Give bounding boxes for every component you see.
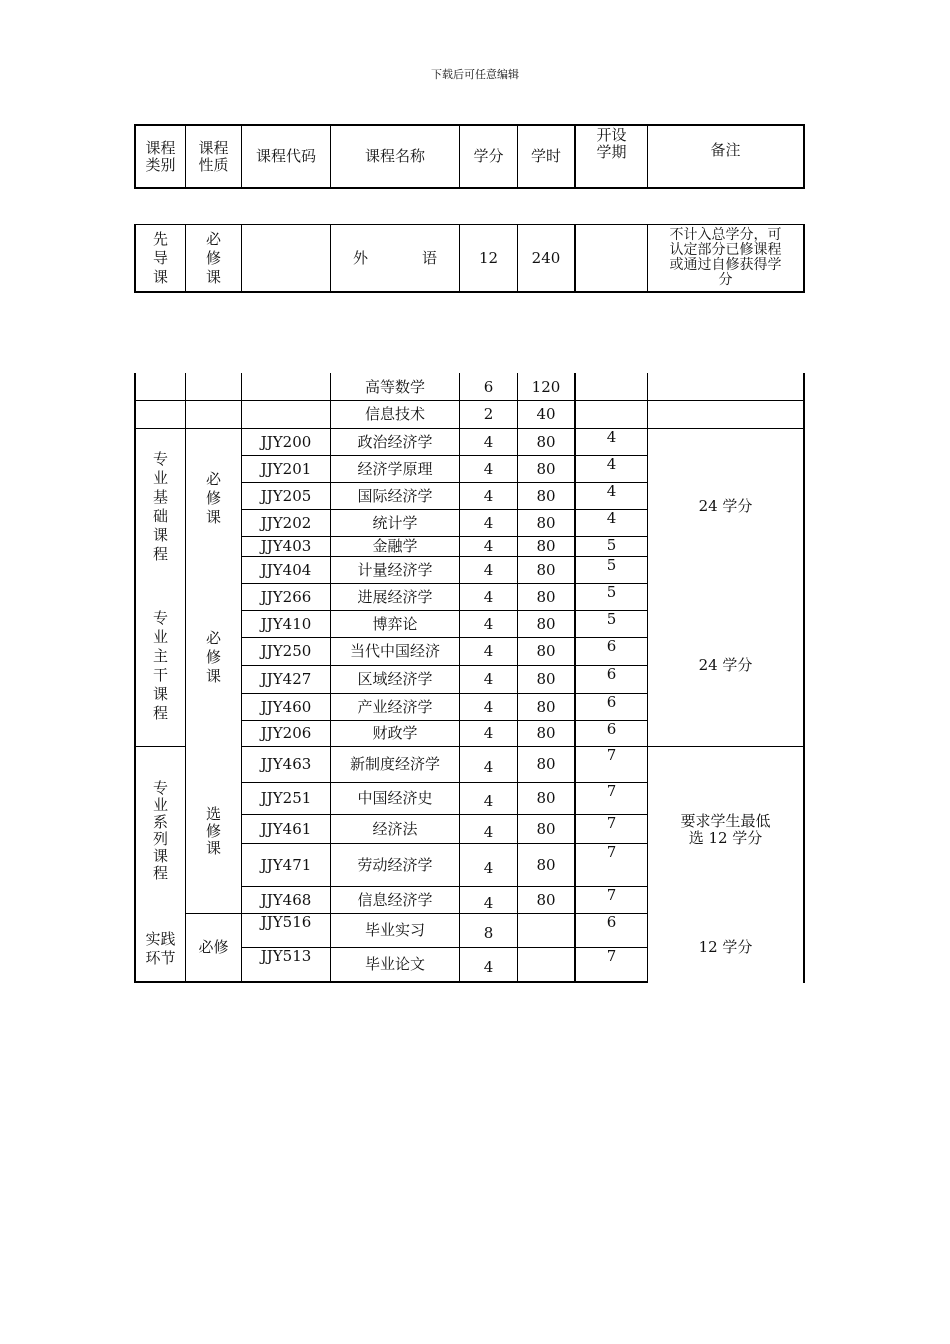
course-credits: 4 (483, 614, 494, 633)
course-code: JJY460 (260, 697, 312, 716)
course-code: JJY201 (260, 459, 312, 478)
course-hours: 80 (536, 670, 556, 688)
course-semester: 6 (606, 665, 617, 683)
course-hours: 80 (536, 560, 556, 579)
header-remark: 备注 (710, 140, 741, 159)
course-hours: 80 (536, 537, 556, 555)
course-credits: 4 (483, 459, 494, 478)
course-semester: 6 (606, 913, 617, 931)
course-code: JJY251 (260, 789, 312, 807)
course-semester: 5 (606, 556, 617, 574)
course-credits: 4 (483, 792, 494, 810)
basic-row-name: 信息技术 (364, 405, 425, 423)
prereq-nature: 必 修 课 (205, 229, 221, 286)
course-credits: 4 (483, 486, 494, 505)
course-credits: 4 (483, 822, 494, 841)
category-core: 专 业 主 干 课 程 (152, 609, 168, 722)
course-code: JJY206 (260, 724, 312, 742)
course-code: JJY471 (260, 855, 312, 874)
course-name: 新制度经济学 (349, 755, 440, 773)
course-hours (518, 948, 574, 981)
course-credits: 4 (483, 697, 494, 716)
basic-row-hours: 120 (531, 377, 561, 396)
course-name: 进展经济学 (357, 587, 433, 606)
basic-row-hours: 40 (536, 405, 556, 423)
prereq-name: 外 语 (353, 248, 437, 267)
course-hours: 80 (536, 614, 556, 633)
course-semester: 7 (606, 814, 617, 832)
course-credits: 4 (483, 560, 494, 579)
course-semester: 5 (606, 610, 617, 628)
course-code: JJY202 (260, 513, 312, 532)
remark-foundation: 24 学分 (698, 496, 753, 515)
course-credits: 4 (483, 958, 494, 976)
course-semester: 6 (606, 637, 617, 655)
course-name: 毕业论文 (364, 955, 425, 973)
prereq-hours: 240 (531, 248, 561, 267)
course-code: JJY463 (260, 755, 312, 773)
course-semester: 4 (606, 482, 617, 500)
course-hours: 80 (536, 587, 556, 606)
course-hours: 80 (536, 890, 556, 909)
remark-practice: 12 学分 (698, 938, 753, 956)
header-code: 课程代码 (255, 147, 316, 165)
course-credits: 8 (483, 924, 494, 942)
course-name: 经济学原理 (357, 459, 433, 478)
course-hours: 80 (536, 855, 556, 874)
course-name: 财政学 (372, 724, 418, 742)
course-name: 毕业实习 (364, 921, 425, 939)
course-name: 产业经济学 (357, 697, 433, 716)
course-hours: 80 (536, 755, 556, 773)
course-credits: 4 (483, 670, 494, 688)
category-practice: 实践 环节 (145, 930, 176, 967)
course-code: JJY468 (260, 890, 312, 909)
course-name: 区域经济学 (357, 670, 433, 688)
course-credits: 4 (483, 858, 494, 877)
course-credits: 4 (483, 537, 494, 555)
course-hours: 80 (536, 819, 556, 838)
course-hours: 80 (536, 486, 556, 505)
category-foundation: 专 业 基 础 课 程 (152, 450, 168, 563)
course-credits: 4 (483, 642, 494, 660)
course-code: JJY410 (260, 614, 312, 633)
course-semester: 5 (606, 583, 617, 601)
course-credits: 4 (483, 432, 494, 451)
prereq-category: 先 导 课 (152, 229, 168, 286)
header-credits: 学分 (473, 147, 504, 165)
header-category: 课程 类别 (145, 138, 176, 174)
remark-series: 要求学生最低 选 12 学分 (680, 812, 771, 847)
course-semester: 6 (606, 720, 617, 738)
nature-required: 必 修 课 (205, 469, 221, 526)
course-semester: 5 (606, 536, 617, 554)
page-note: 下载后可任意编辑 (431, 68, 519, 81)
course-name: 统计学 (372, 513, 418, 532)
course-name: 金融学 (372, 537, 418, 555)
header-semester: 开设 学期 (596, 126, 627, 161)
header-nature: 课程 性质 (198, 138, 229, 174)
course-hours: 80 (536, 432, 556, 451)
course-code: JJY250 (260, 642, 312, 660)
course-credits: 4 (483, 587, 494, 606)
prereq-remark: 不计入总学分，可 认定部分已修课程 或通过自修获得学 分 (669, 227, 782, 288)
course-semester: 4 (606, 509, 617, 527)
basic-row-name: 高等数学 (364, 377, 425, 396)
course-hours: 80 (536, 642, 556, 660)
course-credits: 4 (483, 724, 494, 742)
course-credits: 4 (483, 893, 494, 912)
course-code: JJY404 (260, 560, 312, 579)
course-code: JJY461 (260, 819, 312, 838)
course-name: 中国经济史 (357, 789, 433, 807)
course-semester: 4 (606, 428, 617, 446)
course-name: 博弈论 (372, 614, 418, 633)
course-semester: 7 (606, 947, 617, 965)
nature-elective: 选 修 课 (205, 804, 221, 857)
course-code: JJY513 (260, 947, 312, 965)
course-code: JJY427 (260, 670, 312, 688)
course-hours (518, 914, 574, 947)
course-name: 经济法 (372, 819, 418, 838)
header-hours: 学时 (530, 147, 561, 165)
nature-practice: 必修 (198, 938, 229, 956)
remark-core: 24 学分 (698, 655, 753, 674)
course-semester: 7 (606, 886, 617, 904)
course-hours: 80 (536, 724, 556, 742)
course-name: 劳动经济学 (357, 855, 433, 874)
basic-row-credits: 6 (483, 377, 494, 396)
course-semester: 7 (606, 782, 617, 800)
course-name: 信息经济学 (357, 890, 433, 909)
course-name: 计量经济学 (357, 560, 433, 579)
nature-required: 必 修 课 (205, 628, 221, 685)
course-code: JJY266 (260, 587, 312, 606)
course-semester: 7 (606, 746, 617, 764)
category-series: 专 业 系 列 课 程 (152, 779, 168, 882)
course-hours: 80 (536, 513, 556, 532)
course-code: JJY403 (260, 537, 312, 555)
course-code: JJY516 (260, 913, 312, 931)
header-name: 课程名称 (364, 147, 425, 165)
course-hours: 80 (536, 697, 556, 716)
course-credits: 4 (483, 513, 494, 532)
course-hours: 80 (536, 459, 556, 478)
course-name: 政治经济学 (357, 432, 433, 451)
course-semester: 4 (606, 455, 617, 473)
course-credits: 4 (483, 758, 494, 776)
course-semester: 6 (606, 693, 617, 711)
prereq-credits: 12 (478, 248, 499, 267)
basic-row-credits: 2 (483, 405, 494, 423)
course-name: 国际经济学 (357, 486, 433, 505)
course-code: JJY200 (260, 432, 312, 451)
course-code: JJY205 (260, 486, 312, 505)
course-name: 当代中国经济 (349, 642, 440, 660)
course-semester: 7 (606, 843, 617, 861)
course-hours: 80 (536, 789, 556, 807)
